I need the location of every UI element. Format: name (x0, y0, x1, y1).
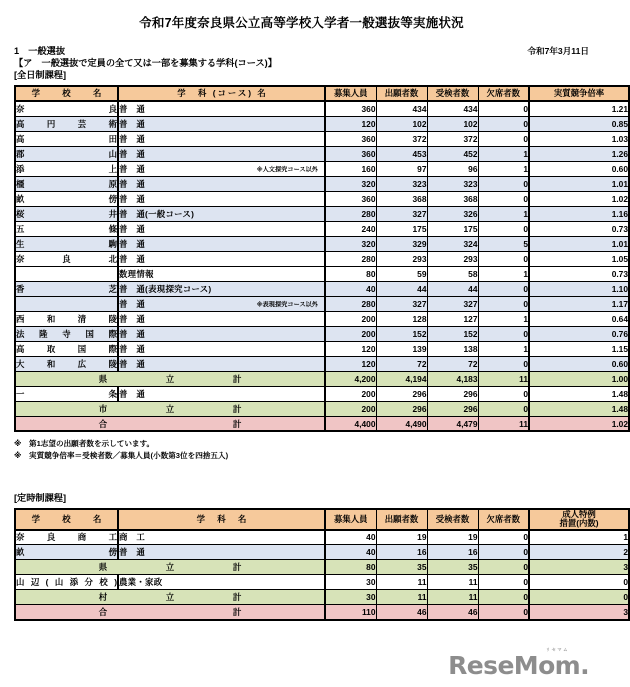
cell-school: 畝傍 (15, 545, 118, 560)
cell-school: 橿原 (15, 176, 118, 191)
cell-applicants: 4,490 (376, 416, 427, 431)
cell-absentees: 0 (478, 131, 529, 146)
summary-label: 県 立 計 (15, 560, 325, 575)
cell-applicants: 44 (376, 281, 427, 296)
cell-school: 畝傍 (15, 191, 118, 206)
cell-absentees: 11 (478, 416, 529, 431)
cell-school: 桜井 (15, 206, 118, 221)
subtotal-row (15, 560, 629, 575)
table-row (15, 116, 629, 131)
column-header-examinees: 受検者数 (427, 86, 478, 101)
cell-ratio: 0.60 (529, 356, 629, 371)
cell-school: 添上 (15, 161, 118, 176)
cell-examinees: 296 (427, 401, 478, 416)
cell-course: 普 通(一般コース) (118, 206, 325, 221)
cell-examinees: 368 (427, 191, 478, 206)
cell-absentees: 0 (478, 575, 529, 590)
cell-capacity: 360 (325, 101, 376, 116)
cell-applicants: 59 (376, 266, 427, 281)
cell-examinees: 434 (427, 101, 478, 116)
cell-school: 高田 (15, 131, 118, 146)
cell-special-measure: 3 (529, 560, 629, 575)
cell-ratio: 0.73 (529, 221, 629, 236)
cell-ratio: 0.73 (529, 266, 629, 281)
cell-course: 普 通 (118, 341, 325, 356)
table-row (15, 176, 629, 191)
cell-course: 普 通 (118, 251, 325, 266)
resemom-watermark (448, 648, 589, 678)
cell-capacity: 200 (325, 386, 376, 401)
cell-absentees: 0 (478, 386, 529, 401)
column-header-capacity: 募集人員 (325, 509, 376, 530)
table-header-row (15, 509, 629, 530)
table-row (15, 530, 629, 545)
summary-label: 合 計 (15, 605, 325, 620)
cell-capacity: 280 (325, 206, 376, 221)
cell-applicants: 327 (376, 206, 427, 221)
cell-applicants: 296 (376, 401, 427, 416)
table-row (15, 266, 629, 281)
table-header-row (15, 86, 629, 101)
cell-school (15, 296, 118, 311)
cell-examinees: 452 (427, 146, 478, 161)
summary-label: 村 立 計 (15, 590, 325, 605)
cell-examinees: 152 (427, 326, 478, 341)
table-row (15, 341, 629, 356)
cell-course: 普 通 (118, 101, 325, 116)
cell-capacity: 110 (325, 605, 376, 620)
cell-ratio: 1.03 (529, 131, 629, 146)
cell-examinees: 327 (427, 296, 478, 311)
full-time-caption: [全日制課程] (14, 69, 67, 80)
cell-applicants: 139 (376, 341, 427, 356)
footnote-2: ※ 実質競争倍率＝受検者数／募集人員(小数第3位を四捨五入) (14, 451, 229, 461)
cell-special-measure: 0 (529, 590, 629, 605)
cell-school: 奈良北 (15, 251, 118, 266)
footnotes (14, 438, 589, 462)
cell-ratio: 1.16 (529, 206, 629, 221)
cell-course: 普 通 (118, 386, 325, 401)
table-row (15, 206, 629, 221)
cell-examinees: 58 (427, 266, 478, 281)
cell-applicants: 453 (376, 146, 427, 161)
cell-absentees: 0 (478, 101, 529, 116)
cell-course: 普 通 (118, 326, 325, 341)
cell-examinees: 372 (427, 131, 478, 146)
cell-ratio: 1.02 (529, 416, 629, 431)
cell-capacity: 240 (325, 221, 376, 236)
cell-examinees: 138 (427, 341, 478, 356)
cell-capacity: 120 (325, 116, 376, 131)
cell-course: 普 通 ※表現探究コース以外 (118, 296, 325, 311)
cell-school: 郡山 (15, 146, 118, 161)
cell-ratio: 1.10 (529, 281, 629, 296)
table-row (15, 311, 629, 326)
part-time-section (14, 490, 628, 621)
cell-capacity: 280 (325, 296, 376, 311)
cell-applicants: 35 (376, 560, 427, 575)
cell-school: 高取国際 (15, 341, 118, 356)
column-header-absentees: 欠席者数 (478, 86, 529, 101)
cell-absentees: 0 (478, 590, 529, 605)
table-row (15, 191, 629, 206)
cell-applicants: 4,194 (376, 371, 427, 386)
cell-absentees: 1 (478, 146, 529, 161)
column-header-course: 学 科 (コース) 名 (118, 86, 325, 101)
summary-label: 合 計 (15, 416, 325, 431)
part-time-results-table (14, 508, 630, 621)
cell-capacity: 80 (325, 560, 376, 575)
cell-school: 奈良 (15, 101, 118, 116)
special-measure-line2: 措置(内数) (559, 518, 599, 529)
cell-capacity: 40 (325, 545, 376, 560)
cell-examinees: 11 (427, 590, 478, 605)
cell-special-measure: 2 (529, 545, 629, 560)
cell-applicants: 293 (376, 251, 427, 266)
column-header-applicants: 出願者数 (376, 86, 427, 101)
cell-special-measure: 1 (529, 530, 629, 545)
table-row (15, 296, 629, 311)
part-time-caption: [定時制課程] (14, 492, 67, 503)
cell-capacity: 120 (325, 341, 376, 356)
cell-examinees: 293 (427, 251, 478, 266)
cell-course: 普 通 (118, 221, 325, 236)
table-row (15, 356, 629, 371)
cell-school: 五條 (15, 221, 118, 236)
cell-absentees: 0 (478, 545, 529, 560)
cell-course: 普 通 (118, 131, 325, 146)
summary-label: 市 立 計 (15, 401, 325, 416)
cell-course: 農業・家政 (118, 575, 325, 590)
cell-school: 山辺(山添分校) (15, 575, 118, 590)
cell-examinees: 102 (427, 116, 478, 131)
cell-capacity: 40 (325, 530, 376, 545)
cell-applicants: 11 (376, 575, 427, 590)
issue-date: 令和7年3月11日 (527, 46, 589, 56)
cell-course: 普 通 (118, 311, 325, 326)
cell-applicants: 102 (376, 116, 427, 131)
cell-course: 普 通 (118, 116, 325, 131)
cell-absentees: 0 (478, 296, 529, 311)
cell-school: 西和清陵 (15, 311, 118, 326)
cell-course: 数理情報 (118, 266, 325, 281)
course-note: ※人文探究コース以外 (256, 166, 318, 174)
cell-school: 奈良商工 (15, 530, 118, 545)
cell-applicants: 323 (376, 176, 427, 191)
cell-capacity: 360 (325, 131, 376, 146)
column-header-examinees: 受検者数 (427, 509, 478, 530)
column-header-special-measure (529, 509, 629, 530)
cell-course: 普 通(表現探究コース) (118, 281, 325, 296)
summary-label: 県 立 計 (15, 371, 325, 386)
table-row (15, 146, 629, 161)
cell-capacity: 30 (325, 590, 376, 605)
table-row (15, 101, 629, 116)
column-header-ratio: 実質競争倍率 (529, 86, 629, 101)
cell-capacity: 40 (325, 281, 376, 296)
cell-examinees: 16 (427, 545, 478, 560)
cell-applicants: 434 (376, 101, 427, 116)
cell-examinees: 324 (427, 236, 478, 251)
table-row (15, 161, 629, 176)
cell-examinees: 4,479 (427, 416, 478, 431)
cell-course: 普 通 (118, 176, 325, 191)
cell-ratio: 1.48 (529, 401, 629, 416)
cell-capacity: 30 (325, 575, 376, 590)
cell-absentees: 0 (478, 191, 529, 206)
cell-school: 香芝 (15, 281, 118, 296)
table-row (15, 545, 629, 560)
cell-course: 普 通 (118, 356, 325, 371)
cell-ratio: 1.00 (529, 371, 629, 386)
cell-absentees: 0 (478, 530, 529, 545)
cell-examinees: 11 (427, 575, 478, 590)
footnote-1: ※ 第1志望の出願者数を示しています。 (14, 439, 155, 449)
cell-applicants: 327 (376, 296, 427, 311)
cell-capacity: 120 (325, 356, 376, 371)
cell-examinees: 323 (427, 176, 478, 191)
cell-absentees: 0 (478, 116, 529, 131)
cell-absentees: 0 (478, 176, 529, 191)
cell-capacity: 200 (325, 326, 376, 341)
cell-ratio: 1.05 (529, 251, 629, 266)
cell-ratio: 1.02 (529, 191, 629, 206)
cell-applicants: 368 (376, 191, 427, 206)
cell-school: 高円芸術 (15, 116, 118, 131)
cell-absentees: 1 (478, 341, 529, 356)
cell-capacity: 280 (325, 251, 376, 266)
cell-applicants: 16 (376, 545, 427, 560)
cell-absentees: 0 (478, 221, 529, 236)
cell-applicants: 11 (376, 590, 427, 605)
cell-course: 普 通 (118, 236, 325, 251)
grand-total-row (15, 416, 629, 431)
logo-wordmark: ReseMom. (448, 651, 589, 680)
cell-ratio: 1.21 (529, 101, 629, 116)
cell-school: 生駒 (15, 236, 118, 251)
table-row (15, 236, 629, 251)
cell-capacity: 4,200 (325, 371, 376, 386)
cell-applicants: 296 (376, 386, 427, 401)
section-subtitle: 【ア 一般選抜で定員の全て又は一部を募集する学科(コース)】 (14, 57, 277, 68)
cell-ratio: 1.01 (529, 176, 629, 191)
cell-examinees: 326 (427, 206, 478, 221)
cell-capacity: 360 (325, 146, 376, 161)
cell-course: 普 通 (118, 191, 325, 206)
cell-capacity: 200 (325, 401, 376, 416)
cell-applicants: 329 (376, 236, 427, 251)
column-header-school: 学 校 名 (15, 86, 118, 101)
special-measure-line1: 成人特例 (562, 508, 596, 519)
table-row (15, 251, 629, 266)
column-header-applicants: 出願者数 (376, 509, 427, 530)
cell-applicants: 97 (376, 161, 427, 176)
table-row (15, 386, 629, 401)
full-time-table-body (15, 101, 629, 431)
cell-absentees: 1 (478, 266, 529, 281)
cell-absentees: 1 (478, 161, 529, 176)
cell-course: 普 通 (118, 146, 325, 161)
table-row (15, 131, 629, 146)
cell-capacity: 320 (325, 176, 376, 191)
table-row (15, 281, 629, 296)
cell-ratio: 1.26 (529, 146, 629, 161)
cell-capacity: 200 (325, 311, 376, 326)
cell-capacity: 160 (325, 161, 376, 176)
cell-absentees: 0 (478, 251, 529, 266)
cell-ratio: 0.64 (529, 311, 629, 326)
cell-ratio: 1.15 (529, 341, 629, 356)
cell-absentees: 5 (478, 236, 529, 251)
cell-absentees: 0 (478, 281, 529, 296)
cell-applicants: 46 (376, 605, 427, 620)
column-header-course: 学 科 名 (118, 509, 325, 530)
column-header-school: 学 校 名 (15, 509, 118, 530)
cell-applicants: 175 (376, 221, 427, 236)
cell-absentees: 0 (478, 605, 529, 620)
cell-ratio: 0.76 (529, 326, 629, 341)
cell-absentees: 11 (478, 371, 529, 386)
cell-examinees: 127 (427, 311, 478, 326)
cell-applicants: 72 (376, 356, 427, 371)
cell-absentees: 1 (478, 311, 529, 326)
cell-examinees: 19 (427, 530, 478, 545)
cell-examinees: 72 (427, 356, 478, 371)
column-header-absentees: 欠席者数 (478, 509, 529, 530)
table-row (15, 221, 629, 236)
cell-ratio: 1.17 (529, 296, 629, 311)
cell-school (15, 266, 118, 281)
cell-absentees: 0 (478, 401, 529, 416)
column-header-capacity: 募集人員 (325, 86, 376, 101)
logo-furigana: リセマム (545, 646, 569, 652)
course-note: ※表現探究コース以外 (256, 301, 318, 309)
cell-applicants: 372 (376, 131, 427, 146)
cell-ratio: 1.48 (529, 386, 629, 401)
subtotal-row (15, 401, 629, 416)
table-row (15, 326, 629, 341)
cell-applicants: 152 (376, 326, 427, 341)
cell-applicants: 128 (376, 311, 427, 326)
cell-ratio: 1.01 (529, 236, 629, 251)
cell-capacity: 320 (325, 236, 376, 251)
cell-school: 一条 (15, 386, 118, 401)
page-title: 令和7年度奈良県公立高等学校入学者一般選抜等実施状況 (139, 16, 464, 30)
cell-capacity: 80 (325, 266, 376, 281)
cell-capacity: 4,400 (325, 416, 376, 431)
cell-examinees: 46 (427, 605, 478, 620)
cell-examinees: 4,183 (427, 371, 478, 386)
cell-ratio: 0.85 (529, 116, 629, 131)
cell-examinees: 296 (427, 386, 478, 401)
table-row (15, 575, 629, 590)
cell-absentees: 1 (478, 206, 529, 221)
cell-applicants: 19 (376, 530, 427, 545)
cell-special-measure: 0 (529, 575, 629, 590)
cell-absentees: 0 (478, 326, 529, 341)
cell-examinees: 96 (427, 161, 478, 176)
cell-course: 普 通 (118, 545, 325, 560)
cell-examinees: 35 (427, 560, 478, 575)
cell-capacity: 360 (325, 191, 376, 206)
full-time-results-table (14, 85, 630, 432)
cell-school: 大和広陵 (15, 356, 118, 371)
cell-school: 法隆寺国際 (15, 326, 118, 341)
cell-course: 普 通 ※人文探究コース以外 (118, 161, 325, 176)
cell-absentees: 0 (478, 560, 529, 575)
grand-total-row (15, 605, 629, 620)
section-number: 1 一般選抜 (14, 46, 66, 56)
subtotal-row (15, 590, 629, 605)
subtotal-row (15, 371, 629, 386)
cell-course: 商 工 (118, 530, 325, 545)
cell-examinees: 44 (427, 281, 478, 296)
cell-absentees: 0 (478, 356, 529, 371)
cell-examinees: 175 (427, 221, 478, 236)
cell-special-measure: 3 (529, 605, 629, 620)
part-time-table-body (15, 530, 629, 620)
section-header (14, 46, 589, 81)
cell-ratio: 0.60 (529, 161, 629, 176)
